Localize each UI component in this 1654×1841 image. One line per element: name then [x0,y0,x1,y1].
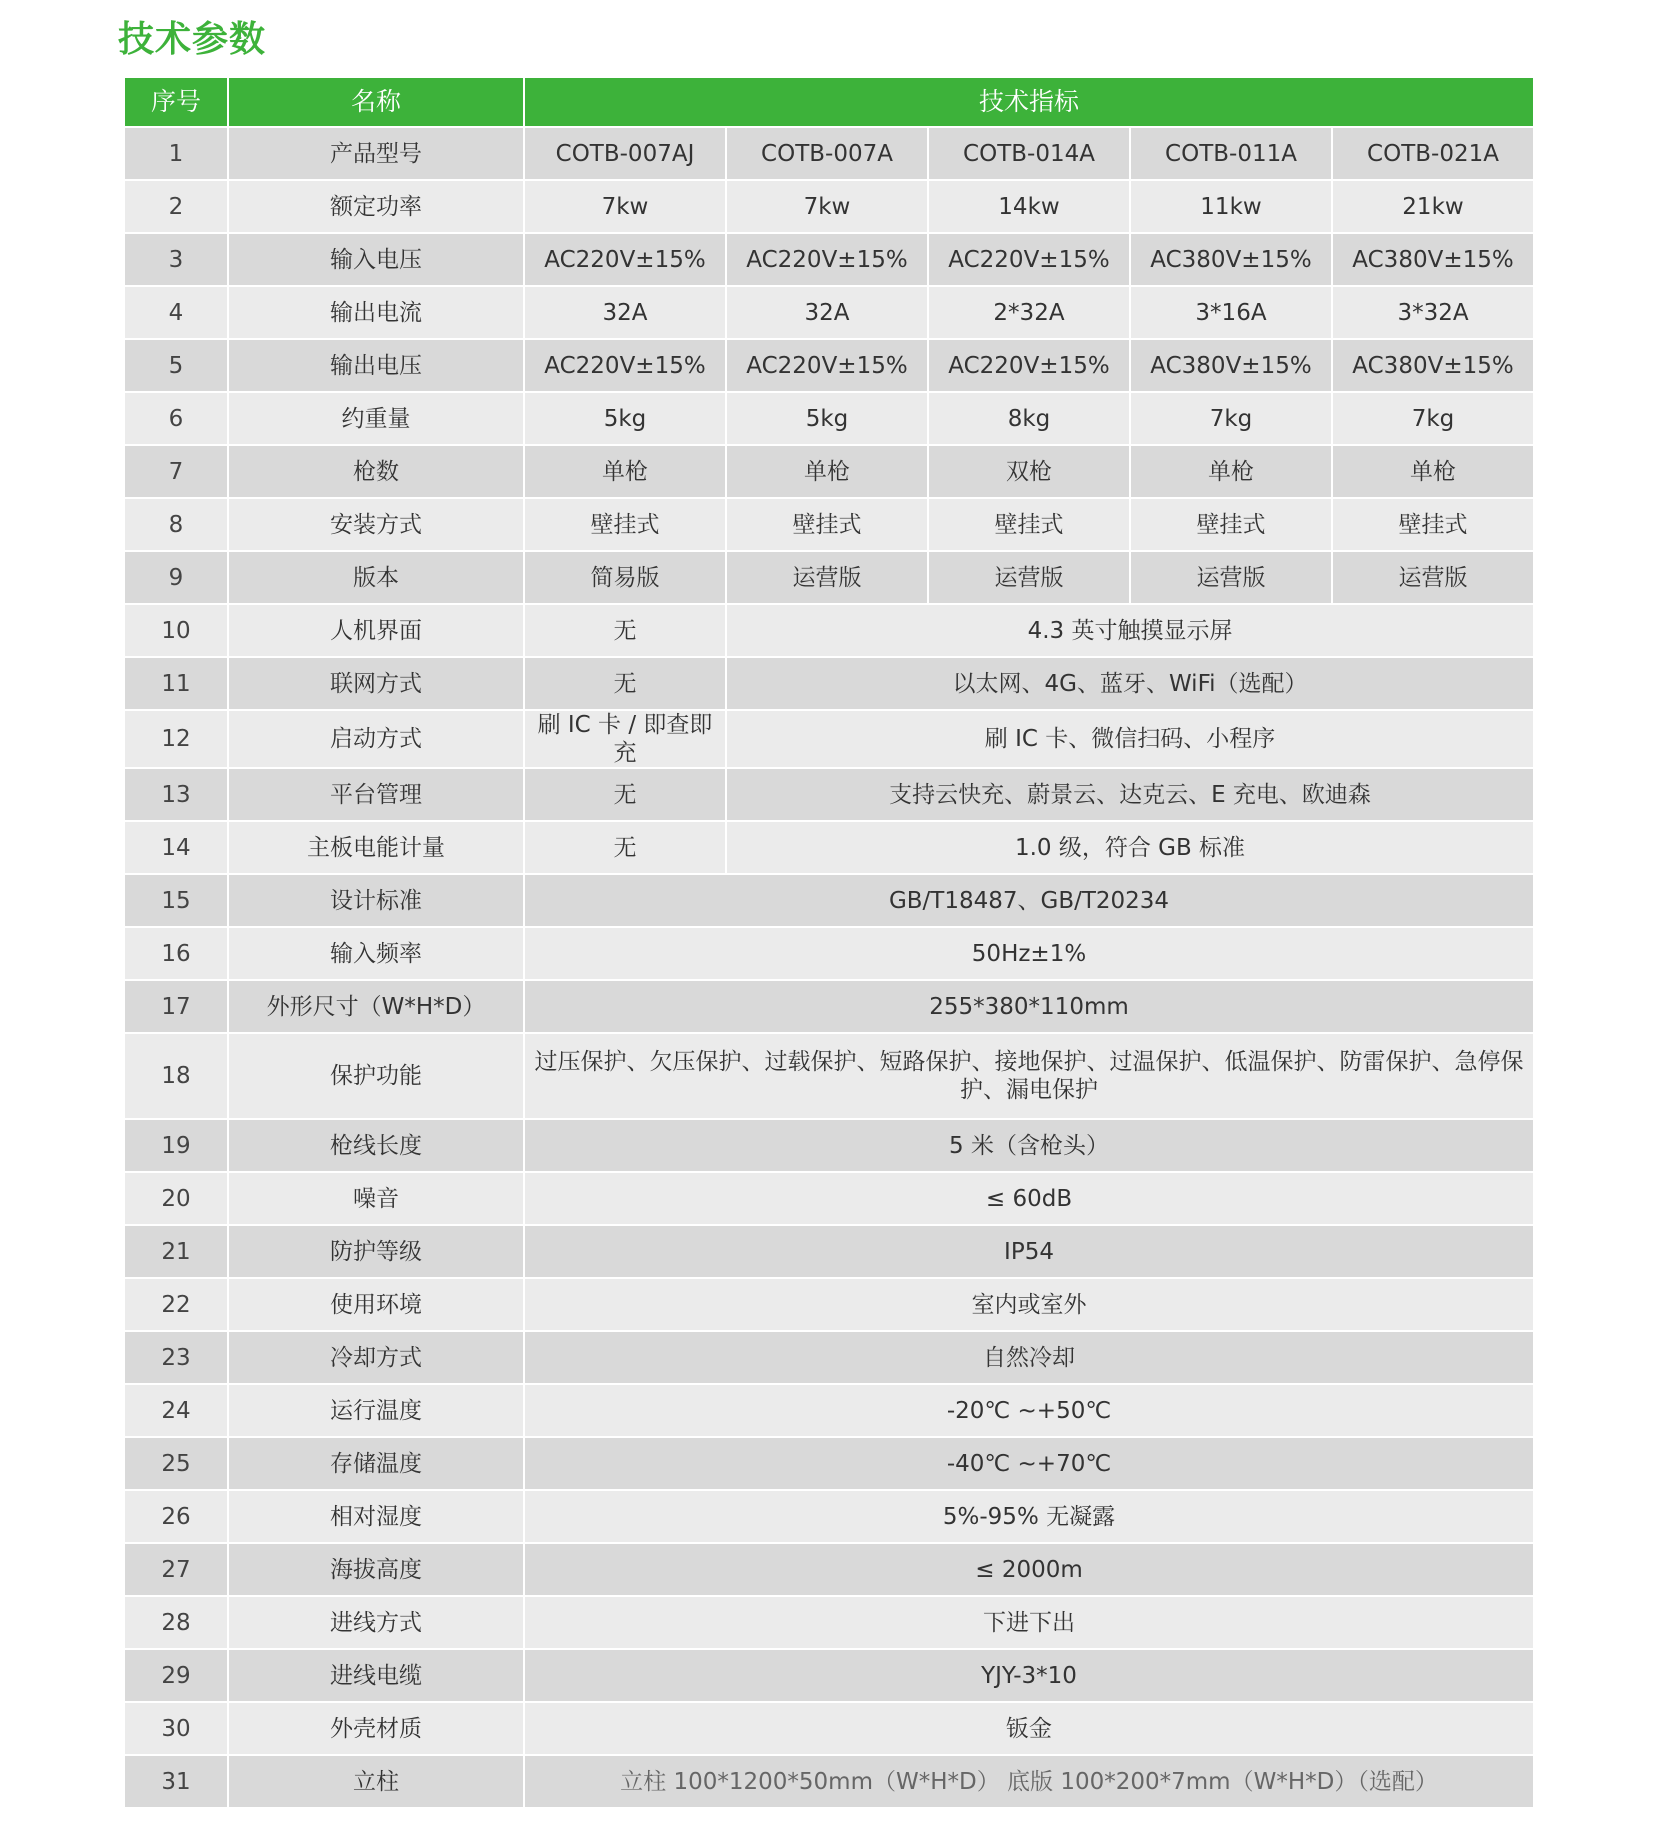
table-row [124,180,1534,233]
row-value: 刷 IC 卡 / 即查即充 [524,710,726,768]
table-row [124,980,1534,1033]
row-name: 防护等级 [228,1225,524,1278]
row-name: 外形尺寸（W*H*D） [228,980,524,1033]
table-row [124,1755,1534,1808]
row-value: 无 [524,768,726,821]
row-name: 人机界面 [228,604,524,657]
row-number: 10 [124,604,228,657]
row-value: 8kg [928,392,1130,445]
row-value: 3*32A [1332,286,1534,339]
table-row [124,498,1534,551]
row-value: 14kw [928,180,1130,233]
row-value: 255*380*110mm [524,980,1534,1033]
row-value: 立柱 100*1200*50mm（W*H*D） 底版 100*200*7mm（W*H*D）（选配） [524,1755,1534,1808]
row-value: 单枪 [1130,445,1332,498]
row-value: AC380V±15% [1332,233,1534,286]
spec-table [123,76,1535,1809]
row-number: 11 [124,657,228,710]
table-row [124,1033,1534,1119]
row-value: 运营版 [1332,551,1534,604]
table-row [124,392,1534,445]
row-value: COTB-014A [928,127,1130,180]
table-row [124,445,1534,498]
row-number: 19 [124,1119,228,1172]
row-value: 5kg [726,392,928,445]
row-name: 存储温度 [228,1437,524,1490]
row-number: 27 [124,1543,228,1596]
row-name: 相对湿度 [228,1490,524,1543]
row-number: 2 [124,180,228,233]
row-name: 版本 [228,551,524,604]
table-row [124,1490,1534,1543]
row-value: 7kw [524,180,726,233]
row-name: 平台管理 [228,768,524,821]
row-value: 5 米（含枪头） [524,1119,1534,1172]
table-row [124,1437,1534,1490]
row-value: 7kw [726,180,928,233]
row-name: 安装方式 [228,498,524,551]
table-row [124,657,1534,710]
row-value: 32A [524,286,726,339]
row-value: 无 [524,604,726,657]
row-name: 立柱 [228,1755,524,1808]
row-value: ≤ 60dB [524,1172,1534,1225]
row-value: 5kg [524,392,726,445]
table-row [124,1225,1534,1278]
header-spec: 技术指标 [524,77,1534,127]
table-row [124,1172,1534,1225]
row-name: 噪音 [228,1172,524,1225]
row-number: 25 [124,1437,228,1490]
row-value: GB/T18487、GB/T20234 [524,874,1534,927]
row-value: AC380V±15% [1332,339,1534,392]
row-value: 室内或室外 [524,1278,1534,1331]
row-value: AC220V±15% [928,339,1130,392]
row-value: COTB-007AJ [524,127,726,180]
row-name: 枪线长度 [228,1119,524,1172]
row-number: 21 [124,1225,228,1278]
row-number: 15 [124,874,228,927]
row-value: 运营版 [928,551,1130,604]
row-number: 12 [124,710,228,768]
row-value: 5%-95% 无凝露 [524,1490,1534,1543]
row-number: 13 [124,768,228,821]
table-row [124,821,1534,874]
row-number: 16 [124,927,228,980]
row-value: 壁挂式 [1130,498,1332,551]
row-value: 双枪 [928,445,1130,498]
row-number: 17 [124,980,228,1033]
row-value: 过压保护、欠压保护、过载保护、短路保护、接地保护、过温保护、低温保护、防雷保护、急停保护、漏电保护 [524,1033,1534,1119]
row-value: 支持云快充、蔚景云、达克云、E 充电、欧迪森 [726,768,1534,821]
row-number: 26 [124,1490,228,1543]
row-number: 4 [124,286,228,339]
row-value: 4.3 英寸触摸显示屏 [726,604,1534,657]
table-row [124,1702,1534,1755]
row-number: 14 [124,821,228,874]
table-row [124,339,1534,392]
row-number: 9 [124,551,228,604]
row-number: 31 [124,1755,228,1808]
row-value: COTB-021A [1332,127,1534,180]
row-number: 3 [124,233,228,286]
row-name: 产品型号 [228,127,524,180]
table-row [124,1119,1534,1172]
row-value: AC220V±15% [726,339,928,392]
row-value: 1.0 级，符合 GB 标准 [726,821,1534,874]
table-row [124,551,1534,604]
row-number: 7 [124,445,228,498]
row-value: -40℃ ~+70℃ [524,1437,1534,1490]
row-value: 壁挂式 [928,498,1130,551]
row-name: 海拔高度 [228,1543,524,1596]
row-value: 单枪 [524,445,726,498]
row-number: 6 [124,392,228,445]
row-name: 输出电流 [228,286,524,339]
row-number: 5 [124,339,228,392]
row-name: 保护功能 [228,1033,524,1119]
row-name: 进线电缆 [228,1649,524,1702]
row-value: 7kg [1130,392,1332,445]
row-name: 输入电压 [228,233,524,286]
row-value: AC220V±15% [928,233,1130,286]
row-value: 运营版 [1130,551,1332,604]
row-name: 主板电能计量 [228,821,524,874]
table-row [124,1384,1534,1437]
row-value: 50Hz±1% [524,927,1534,980]
row-number: 29 [124,1649,228,1702]
table-row [124,286,1534,339]
row-value: 壁挂式 [1332,498,1534,551]
row-number: 8 [124,498,228,551]
row-name: 设计标准 [228,874,524,927]
row-value: 壁挂式 [726,498,928,551]
row-name: 输出电压 [228,339,524,392]
row-value: 自然冷却 [524,1331,1534,1384]
table-row [124,1596,1534,1649]
row-name: 进线方式 [228,1596,524,1649]
row-value: 下进下出 [524,1596,1534,1649]
row-number: 23 [124,1331,228,1384]
row-value: COTB-011A [1130,127,1332,180]
row-value: 21kw [1332,180,1534,233]
row-value: 以太网、4G、蓝牙、WiFi（选配） [726,657,1534,710]
row-value: 无 [524,657,726,710]
row-name: 联网方式 [228,657,524,710]
row-value: 2*32A [928,286,1130,339]
row-value: 11kw [1130,180,1332,233]
table-row [124,1543,1534,1596]
header-no: 序号 [124,77,228,127]
row-value: AC380V±15% [1130,233,1332,286]
row-value: 单枪 [726,445,928,498]
row-name: 运行温度 [228,1384,524,1437]
table-row [124,874,1534,927]
row-number: 30 [124,1702,228,1755]
row-value: AC220V±15% [524,233,726,286]
page-title: 技术参数 [118,19,267,60]
row-name: 约重量 [228,392,524,445]
row-value: 壁挂式 [524,498,726,551]
row-value: 3*16A [1130,286,1332,339]
row-number: 22 [124,1278,228,1331]
row-value: COTB-007A [726,127,928,180]
table-row [124,768,1534,821]
table-row [124,1331,1534,1384]
row-value: 刷 IC 卡、微信扫码、小程序 [726,710,1534,768]
row-value: IP54 [524,1225,1534,1278]
row-value: 钣金 [524,1702,1534,1755]
table-row [124,1649,1534,1702]
table-row [124,1278,1534,1331]
row-value: -20℃ ~+50℃ [524,1384,1534,1437]
row-value: AC220V±15% [726,233,928,286]
table-row [124,710,1534,768]
row-name: 输入频率 [228,927,524,980]
row-value: YJY-3*10 [524,1649,1534,1702]
table-row [124,604,1534,657]
row-number: 18 [124,1033,228,1119]
row-number: 1 [124,127,228,180]
table-header-row [124,77,1534,127]
table-row [124,127,1534,180]
row-number: 20 [124,1172,228,1225]
row-name: 启动方式 [228,710,524,768]
row-value: AC380V±15% [1130,339,1332,392]
row-name: 使用环境 [228,1278,524,1331]
row-name: 冷却方式 [228,1331,524,1384]
row-name: 枪数 [228,445,524,498]
row-number: 24 [124,1384,228,1437]
row-name: 外壳材质 [228,1702,524,1755]
row-value: 单枪 [1332,445,1534,498]
table-row [124,233,1534,286]
row-number: 28 [124,1596,228,1649]
header-name: 名称 [228,77,524,127]
row-value: 简易版 [524,551,726,604]
row-value: AC220V±15% [524,339,726,392]
row-value: ≤ 2000m [524,1543,1534,1596]
table-row [124,927,1534,980]
row-value: 运营版 [726,551,928,604]
row-value: 无 [524,821,726,874]
row-name: 额定功率 [228,180,524,233]
row-value: 32A [726,286,928,339]
row-value: 7kg [1332,392,1534,445]
